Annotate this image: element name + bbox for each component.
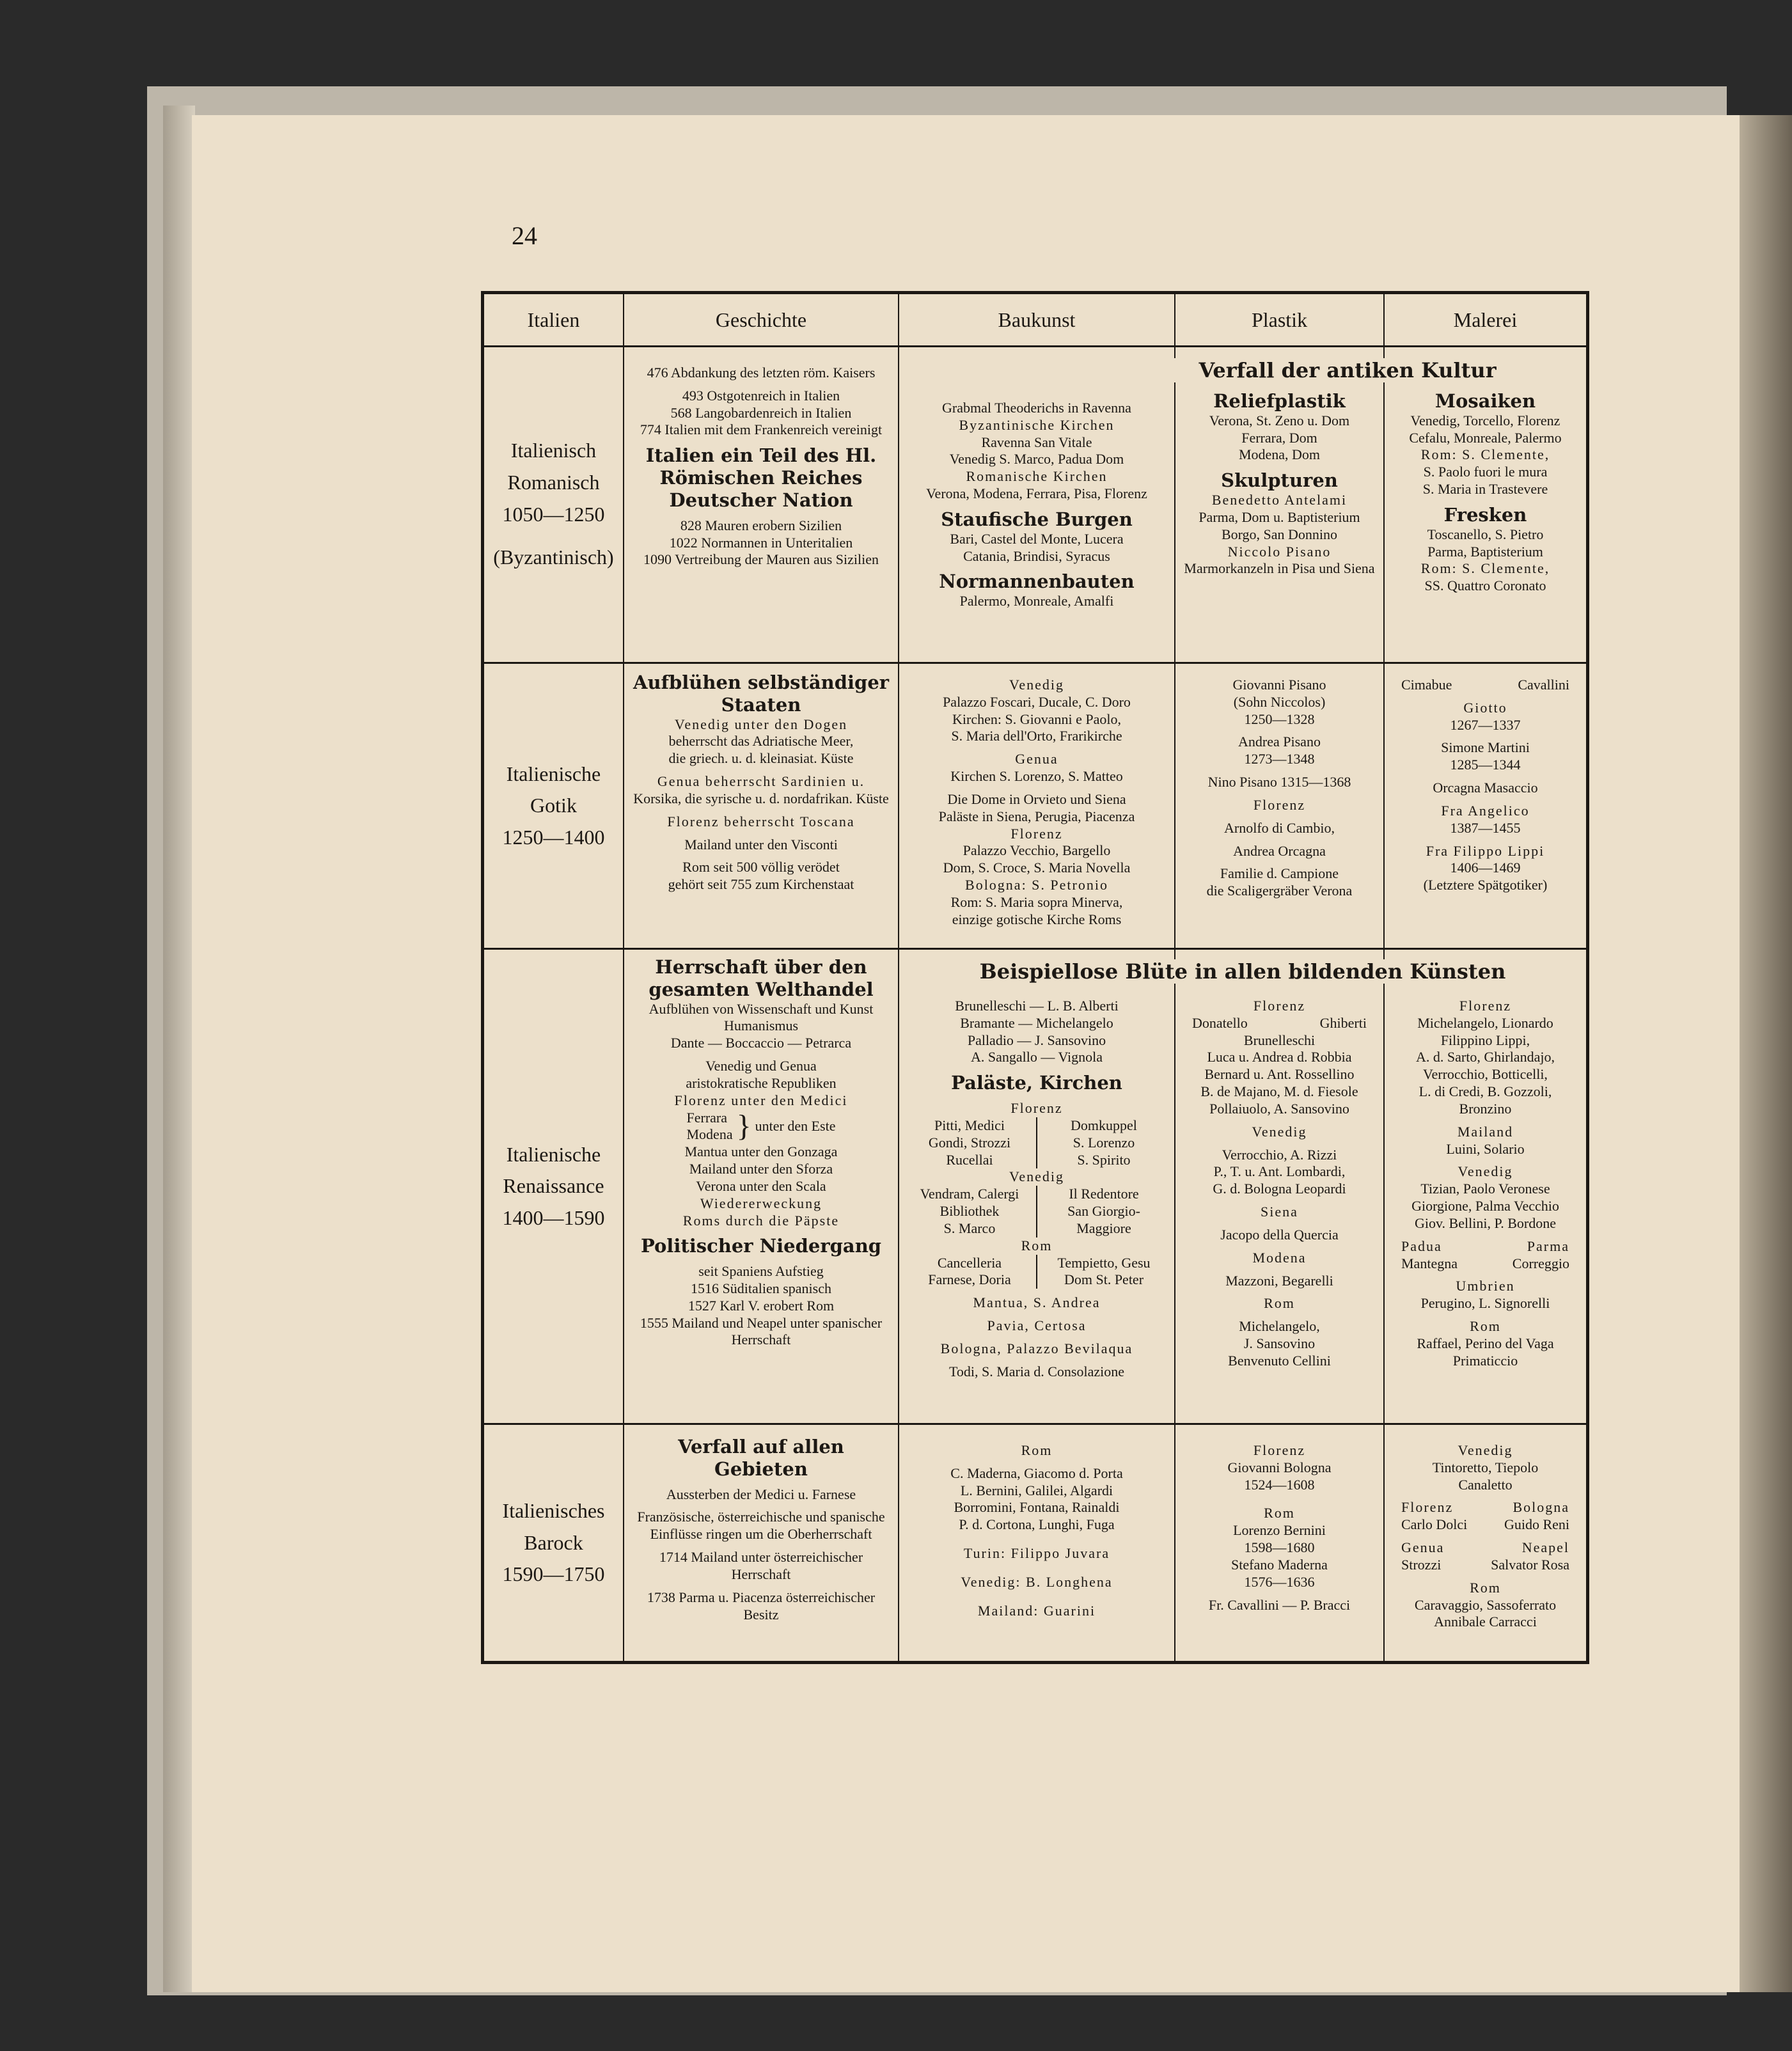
era-dates: 1590—1750	[502, 1562, 605, 1586]
painting-city: Rom	[1470, 1579, 1501, 1596]
painter-pair	[1388, 1255, 1582, 1273]
painting-city: Neapel	[1521, 1539, 1569, 1556]
brace-icon: }	[736, 1109, 751, 1143]
history-entry: Florenz unter den Medici	[674, 1092, 848, 1108]
painting-entry: Verrocchio, Botticelli,	[1423, 1066, 1548, 1083]
architecture-entry: Paläste in Siena, Perugia, Piacenza	[938, 808, 1135, 824]
history-entry: Wiedererweckung	[700, 1195, 822, 1211]
architecture-entry: Palermo, Monreale, Amalfi	[959, 593, 1114, 609]
book-spine-shadow	[1740, 115, 1792, 1992]
painting-entry: Luini, Solario	[1446, 1140, 1525, 1157]
history-entry: Aufblühen von Wissenschaft und Kunst	[648, 1000, 874, 1017]
architecture-city: Bologna: S. Petronio	[965, 877, 1108, 893]
architecture-entry: Dom, S. Croce, S. Maria Novella	[943, 860, 1131, 876]
span-title-bluete: Beispiellose Blüte in allen bildenden Künsten	[899, 959, 1586, 984]
sculpture-city: Rom	[1264, 1505, 1295, 1521]
architecture-entry: Pavia, Certosa	[987, 1317, 1087, 1334]
geschichte-romanisch	[624, 365, 898, 569]
history-entry: Roms durch die Päpste	[682, 1212, 840, 1229]
era-label: Barock	[524, 1530, 583, 1554]
history-entry: 828 Mauren erobern Sizilien	[680, 517, 842, 533]
sculpture-artist: Lorenzo Bernini	[1233, 1522, 1326, 1539]
painter-name: Carlo Dolci	[1401, 1516, 1468, 1533]
sculpture-artist: Andrea Orcagna	[1233, 842, 1326, 859]
painting-entry: Raffael, Perino del Vaga	[1417, 1335, 1554, 1351]
painting-entry: Giov. Bellini, P. Bordone	[1414, 1214, 1557, 1231]
sculpture-entry: Verona, St. Zeno u. Dom	[1209, 412, 1350, 428]
architecture-entry: Bologna, Palazzo Bevilaqua	[940, 1340, 1133, 1356]
history-entry: 1738 Parma u. Piacenza österreichischer Besitz	[647, 1589, 876, 1623]
history-entry: Humanismus	[723, 1018, 799, 1034]
painter-name: Simone Martini	[1441, 739, 1530, 756]
painter-pair	[1388, 677, 1582, 694]
painting-heading: Fresken	[1443, 503, 1527, 526]
architecture-entry: Bari, Castel del Monte, Lucera	[950, 530, 1124, 547]
column-divider	[898, 294, 899, 345]
era-note: (Byzantinisch)	[493, 546, 614, 569]
buildings-left: Cancelleria Farnese, Doria	[907, 1255, 1037, 1289]
sculpture-entry: Modena, Dom	[1238, 446, 1321, 463]
sculpture-artist: Giovanni Pisano	[1232, 677, 1326, 693]
architecture-entry: Todi, S. Maria d. Consolazione	[948, 1363, 1125, 1379]
architecture-heading: Normannenbauten	[939, 570, 1135, 593]
architecture-entry: einzige gotische Kirche Roms	[952, 911, 1122, 927]
history-entry: 1022 Normannen in Unteritalien	[669, 534, 853, 551]
architecture-entry: Venedig S. Marco, Padua Dom	[949, 451, 1124, 468]
history-entry: Aussterben der Medici u. Farnese	[666, 1486, 856, 1502]
painting-entry: Rom: S. Clemente,	[1420, 446, 1550, 463]
buildings-left: Pitti, Medici Gondi, Strozzi Rucellai	[907, 1117, 1037, 1168]
sculpture-artist: Niccolo Pisano	[1227, 543, 1332, 560]
architecture-entry: L. Bernini, Galilei, Algardi	[960, 1482, 1113, 1498]
history-heading: Herrschaft über den gesamten Welthandel	[648, 956, 874, 1000]
painting-city: Mailand	[1457, 1123, 1514, 1140]
sculptor-pair	[1179, 1015, 1379, 1032]
sculptor-name: Donatello	[1192, 1014, 1248, 1031]
era-label: Italienisches	[502, 1499, 605, 1523]
sculpture-dates: 1273—1348	[1244, 751, 1315, 767]
sculpture-artist: Giovanni Bologna	[1227, 1459, 1332, 1475]
history-entry: Verona unter den Scala	[696, 1177, 826, 1194]
architecture-entry: S. Maria dell'Orto, Frarikirche	[951, 728, 1122, 744]
sculpture-artist: Benedetto Antelami	[1211, 492, 1348, 508]
history-entry: 1555 Mailand und Neapel unter spanischer Herrschaft	[640, 1314, 883, 1348]
architect-pair: Bramante — Michelangelo	[960, 1014, 1113, 1031]
painter-dates: 1387—1455	[1450, 819, 1521, 836]
row-divider	[484, 948, 1586, 950]
architecture-entry: P. d. Cortona, Lunghi, Fuga	[959, 1516, 1115, 1533]
sculpture-city: Venedig	[1252, 1123, 1307, 1140]
painter-dates: 1267—1337	[1450, 716, 1521, 733]
painting-city: Bologna	[1513, 1499, 1569, 1516]
era-label: Gotik	[530, 794, 577, 817]
painting-city: Venedig	[1458, 1163, 1513, 1180]
history-entry: Mailand unter den Visconti	[684, 836, 838, 853]
era-dates: 1400—1590	[502, 1206, 605, 1229]
sculpture-artist: Stefano Maderna	[1231, 1556, 1328, 1573]
row-divider	[484, 1423, 1586, 1425]
sculpture-entry: Mazzoni, Begarelli	[1225, 1272, 1333, 1289]
sculpture-city: Florenz	[1253, 796, 1306, 813]
sculpture-entry: Benvenuto Cellini	[1228, 1352, 1331, 1369]
sculpture-dates: 1598—1680	[1244, 1539, 1315, 1556]
painting-entry: Venedig, Torcello, Florenz	[1410, 412, 1560, 428]
history-heading: Verfall auf allen Gebieten	[678, 1436, 844, 1480]
span-title-verfall: Verfall der antiken Kultur	[1149, 358, 1546, 382]
baukunst-barock	[899, 1442, 1174, 1620]
architecture-entry: Grabmal Theoderichs in Ravenna	[942, 400, 1131, 416]
sculpture-artist: Arnolfo di Cambio,	[1224, 819, 1335, 836]
painter-dates: 1406—1469	[1450, 860, 1521, 876]
buildings-right: Tempietto, Gesu Dom St. Peter	[1057, 1254, 1151, 1288]
history-entry: 493 Ostgotenreich in Italien	[682, 387, 840, 404]
painter-name: Correggio	[1512, 1255, 1569, 1271]
sculpture-entry: (Sohn Niccolos)	[1233, 693, 1326, 710]
sculptor-name: Ghiberti	[1319, 1014, 1367, 1031]
painting-entry: SS. Quattro Coronato	[1424, 578, 1546, 594]
painting-entry: Giorgione, Palma Vecchio	[1411, 1198, 1559, 1214]
city-name: Modena	[686, 1126, 733, 1143]
history-entry: Korsika, die syrische u. d. nordafrikan. Küste	[633, 790, 889, 806]
sculpture-artist: Nino Pisano 1315—1368	[1207, 774, 1351, 790]
architecture-entry: Mantua, S. Andrea	[973, 1294, 1101, 1311]
architecture-entry: Ravenna San Vitale	[981, 434, 1092, 450]
painter-pair	[1388, 1516, 1582, 1534]
baukunst-romanisch	[899, 400, 1174, 610]
column-divider	[623, 294, 624, 345]
malerei-barock	[1385, 1442, 1586, 1631]
history-entry: Genua beherrscht Sardinien u.	[657, 773, 865, 790]
painter-name: Orcagna Masaccio	[1433, 780, 1538, 796]
painter-name: Salvator Rosa	[1491, 1556, 1569, 1573]
architecture-split	[907, 1255, 1167, 1289]
architecture-split	[907, 1186, 1167, 1237]
painting-city: Florenz	[1459, 998, 1512, 1014]
history-entry: seit Spaniens Aufstieg	[698, 1263, 824, 1280]
sculpture-entry: Ferrara, Dom	[1241, 429, 1317, 446]
history-entry: Mantua unter den Gonzaga	[684, 1143, 838, 1160]
history-entry: Dante — Boccaccio — Petrarca	[670, 1035, 852, 1051]
painting-heading: Mosaiken	[1434, 390, 1536, 412]
history-entry: Rom seit 500 völlig verödet	[682, 859, 840, 876]
painting-entry: L. di Credi, B. Gozzoli,	[1419, 1083, 1552, 1100]
history-heading: Politischer Niedergang	[640, 1235, 882, 1257]
architecture-entry: Kirchen S. Lorenzo, S. Matteo	[950, 768, 1123, 785]
painting-city: Genua	[1401, 1539, 1445, 1556]
painter-name: Cavallini	[1518, 677, 1569, 693]
history-entry: Venedig unter den Dogen	[674, 716, 848, 732]
painting-entry: Bronzino	[1459, 1100, 1512, 1117]
sculpture-heading: Reliefplastik	[1213, 390, 1346, 412]
architecture-entry: Rom: S. Maria sopra Minerva,	[950, 893, 1123, 910]
architecture-city: Venedig	[1009, 1168, 1065, 1185]
painting-entry: Rom: S. Clemente,	[1420, 560, 1550, 577]
architecture-entry: Palazzo Foscari, Ducale, C. Doro	[943, 693, 1131, 710]
era-gotik	[484, 664, 623, 948]
architecture-city: Florenz	[1010, 1100, 1063, 1117]
painting-entry: Filippino Lippi,	[1440, 1032, 1530, 1048]
buildings-left: Vendram, Calergi Bibliothek S. Marco	[907, 1186, 1037, 1237]
painting-entry: Primaticcio	[1452, 1352, 1518, 1369]
city-name: Ferrara	[686, 1109, 728, 1126]
painter-name: Strozzi	[1401, 1556, 1442, 1573]
baukunst-renaissance	[899, 998, 1174, 1381]
geschichte-renaissance	[624, 956, 898, 1349]
painting-entry: Michelangelo, Lionardo	[1417, 1014, 1553, 1031]
history-entry: Französische, österreichische und spanische Einflüsse ringen um die Oberherrschaft	[637, 1509, 885, 1543]
architecture-city: Genua	[1015, 751, 1058, 767]
era-label: Italienische	[506, 762, 601, 785]
painting-entry: A. d. Sarto, Ghirlandajo,	[1416, 1049, 1555, 1065]
sculpture-artist: Familie d. Campione	[1220, 865, 1339, 882]
painting-entry: Parma, Baptisterium	[1427, 543, 1543, 560]
ferrara-modena-group	[687, 1110, 836, 1144]
malerei-gotik	[1385, 677, 1586, 894]
page-number: 24	[512, 221, 537, 250]
architecture-city: Rom	[1021, 1442, 1053, 1458]
sculpture-artist: Andrea Pisano	[1238, 734, 1321, 750]
history-entry: unter den Este	[755, 1117, 836, 1134]
malerei-romanisch	[1385, 390, 1586, 595]
history-table	[481, 291, 1589, 1664]
history-heading: Italien ein Teil des Hl. Römischen Reiches Deutscher Nation	[645, 444, 877, 511]
column-divider	[1383, 294, 1385, 345]
era-label: Romanisch	[507, 470, 600, 494]
painter-name: Giotto	[1463, 699, 1507, 716]
malerei-renaissance	[1385, 998, 1586, 1370]
architecture-entry: Kirchen: S. Giovanni e Paolo,	[952, 711, 1121, 727]
painter-name: Cimabue	[1401, 677, 1452, 693]
sculpture-dates: 1250—1328	[1244, 711, 1315, 727]
painter-name: Mantegna	[1401, 1255, 1458, 1271]
history-entry: die griech. u. d. kleinasiat. Küste	[668, 750, 854, 767]
plastik-renaissance	[1175, 998, 1383, 1370]
header-malerei: Malerei	[1453, 308, 1518, 331]
sculpture-entry: Borgo, San Donnino	[1221, 526, 1338, 542]
painting-city: Florenz	[1401, 1499, 1454, 1516]
era-renaissance	[484, 950, 623, 1423]
sculpture-city: Rom	[1264, 1295, 1295, 1312]
history-entry: 568 Langobardenreich in Italien	[670, 404, 852, 421]
history-entry: gehört seit 755 zum Kirchenstaat	[668, 876, 854, 893]
era-dates: 1050—1250	[502, 502, 605, 526]
history-entry: 1090 Vertreibung der Mauren aus Sizilien	[643, 551, 879, 568]
plastik-gotik	[1175, 677, 1383, 900]
architect-pair: A. Sangallo — Vignola	[970, 1049, 1103, 1065]
painter-pair	[1388, 1557, 1582, 1574]
sculpture-entry: B. de Majano, M. d. Fiesole	[1200, 1083, 1358, 1100]
sculpture-entry: Marmorkanzeln in Pisa und Siena	[1184, 560, 1375, 577]
painting-entry: Canaletto	[1458, 1476, 1513, 1493]
sculpture-entry: Michelangelo,	[1239, 1318, 1320, 1335]
painting-city: Padua	[1401, 1238, 1442, 1254]
sculpture-entry: die Scaligergräber Verona	[1206, 883, 1353, 899]
sculpture-dates: 1576—1636	[1244, 1573, 1315, 1590]
geschichte-gotik	[624, 672, 898, 893]
painting-entry: Perugino, L. Signorelli	[1420, 1295, 1550, 1312]
history-entry: Mailand unter den Sforza	[689, 1161, 833, 1177]
page-edges	[163, 106, 195, 1992]
painting-city: Umbrien	[1456, 1278, 1515, 1294]
sculpture-entry: Parma, Dom u. Baptisterium	[1199, 508, 1360, 525]
header-italien: Italien	[527, 308, 580, 331]
era-barock	[484, 1425, 623, 1661]
sculpture-entry: P., T. u. Ant. Lombardi,	[1213, 1163, 1346, 1180]
header-geschichte: Geschichte	[715, 308, 807, 331]
architecture-entry: Venedig: B. Longhena	[961, 1573, 1113, 1590]
painting-city: Parma	[1527, 1238, 1569, 1254]
architecture-heading: Paläste, Kirchen	[951, 1072, 1122, 1094]
architecture-entry: Catania, Brindisi, Syracus	[963, 547, 1110, 564]
history-entry: aristokratische Republiken	[686, 1074, 837, 1091]
architecture-city: Rom	[1021, 1237, 1053, 1253]
sculpture-entry: Jacopo della Quercia	[1220, 1226, 1339, 1243]
plastik-barock	[1175, 1442, 1383, 1614]
architecture-entry: Turin: Filippo Juvara	[963, 1545, 1110, 1562]
painter-name: Fra Angelico	[1441, 802, 1530, 819]
architecture-entry: Mailand: Guarini	[977, 1602, 1096, 1619]
painting-entry: Tizian, Paolo Veronese	[1420, 1181, 1550, 1197]
sculpture-city: Florenz	[1253, 1442, 1306, 1458]
sculpture-city: Modena	[1252, 1249, 1307, 1266]
architecture-city: Florenz	[1010, 825, 1063, 842]
row-divider	[484, 662, 1586, 664]
history-entry: 476 Abdankung des letzten röm. Kaisers	[647, 365, 876, 381]
era-label: Renaissance	[503, 1174, 604, 1198]
painter-name: Guido Reni	[1504, 1516, 1569, 1533]
era-label: Italienische	[506, 1142, 601, 1166]
buildings-right: Domkuppel S. Lorenzo S. Spirito	[1071, 1117, 1137, 1168]
history-entry: Venedig und Genua	[705, 1058, 817, 1074]
architecture-entry: Verona, Modena, Ferrara, Pisa, Florenz	[926, 485, 1147, 502]
sculpture-city: Florenz	[1253, 998, 1306, 1014]
sculpture-city: Siena	[1261, 1204, 1298, 1220]
header-baukunst: Baukunst	[998, 308, 1076, 331]
architecture-subheading: Romanische Kirchen	[966, 468, 1108, 485]
history-entry: 1516 Süditalien spanisch	[691, 1280, 831, 1296]
baukunst-gotik	[899, 677, 1174, 929]
painter-dates: 1285—1344	[1450, 757, 1521, 773]
painting-city: Rom	[1470, 1318, 1501, 1335]
era-label: Italienisch	[510, 439, 597, 462]
history-entry: 774 Italien mit dem Frankenreich vereinigt	[640, 421, 883, 438]
era-dates: 1250—1400	[502, 825, 605, 849]
painting-city-pair	[1388, 1499, 1582, 1516]
history-entry: 1714 Mailand unter österreichischer Herrschaft	[659, 1549, 863, 1582]
architecture-heading: Staufische Burgen	[941, 508, 1133, 530]
painting-entry: Tintoretto, Tiepolo	[1432, 1459, 1539, 1475]
table-header-row	[484, 294, 1586, 347]
painting-city-pair	[1388, 1238, 1582, 1255]
painter-note: (Letztere Spätgotiker)	[1423, 877, 1548, 893]
architect-pair: Palladio — J. Sansovino	[967, 1032, 1106, 1048]
header-plastik: Plastik	[1251, 308, 1308, 331]
history-entry: 1527 Karl V. erobert Rom	[688, 1297, 835, 1314]
painter-name: Fra Filippo Lippi	[1426, 842, 1545, 859]
architecture-entry: Palazzo Vecchio, Bargello	[963, 842, 1111, 859]
architecture-entry: C. Maderna, Giacomo d. Porta	[950, 1465, 1123, 1481]
sculpture-entry: Verrocchio, A. Rizzi	[1222, 1146, 1337, 1163]
sculpture-entry: J. Sansovino	[1243, 1335, 1316, 1352]
architecture-split	[907, 1117, 1167, 1168]
sculpture-heading: Skulpturen	[1221, 469, 1338, 492]
sculpture-entry: Brunelleschi	[1243, 1032, 1316, 1048]
painting-city: Venedig	[1458, 1442, 1513, 1458]
painting-entry: Caravaggio, Sassoferrato	[1414, 1596, 1557, 1613]
history-heading: Aufblühen selbständiger Staaten	[633, 672, 890, 716]
sculpture-artist: Fr. Cavallini — P. Bracci	[1208, 1596, 1351, 1613]
painting-entry: Annibale Carracci	[1434, 1614, 1537, 1630]
painting-city-pair	[1388, 1539, 1582, 1557]
sculpture-entry: Bernard u. Ant. Rossellino	[1204, 1066, 1355, 1083]
history-entry: Florenz beherrscht Toscana	[667, 813, 855, 829]
plastik-romanisch	[1175, 390, 1383, 578]
architecture-subheading: Byzantinische Kirchen	[959, 416, 1115, 433]
sculpture-entry: Pollaiuolo, A. Sansovino	[1209, 1100, 1349, 1117]
sculpture-dates: 1524—1608	[1244, 1476, 1315, 1493]
history-entry: beherrscht das Adriatische Meer,	[668, 733, 854, 750]
painting-entry: S. Paolo fuori le mura	[1423, 464, 1548, 480]
painting-entry: Toscanello, S. Pietro	[1427, 526, 1544, 542]
architect-pair: Brunelleschi — L. B. Alberti	[955, 998, 1119, 1014]
painting-entry: S. Maria in Trastevere	[1422, 481, 1548, 498]
architecture-entry: Die Dome in Orvieto und Siena	[947, 790, 1126, 807]
architecture-city: Venedig	[1009, 677, 1065, 693]
sculpture-entry: G. d. Bologna Leopardi	[1213, 1181, 1346, 1197]
painting-entry: Cefalu, Monreale, Palermo	[1409, 429, 1562, 446]
architecture-entry: Borromini, Fontana, Rainaldi	[954, 1499, 1120, 1516]
sculpture-entry: Luca u. Andrea d. Robbia	[1207, 1049, 1352, 1065]
column-divider	[1174, 294, 1175, 345]
buildings-right: Il Redentore San Giorgio- Maggiore	[1067, 1186, 1140, 1236]
era-romanisch	[484, 347, 623, 662]
geschichte-barock	[624, 1436, 898, 1623]
